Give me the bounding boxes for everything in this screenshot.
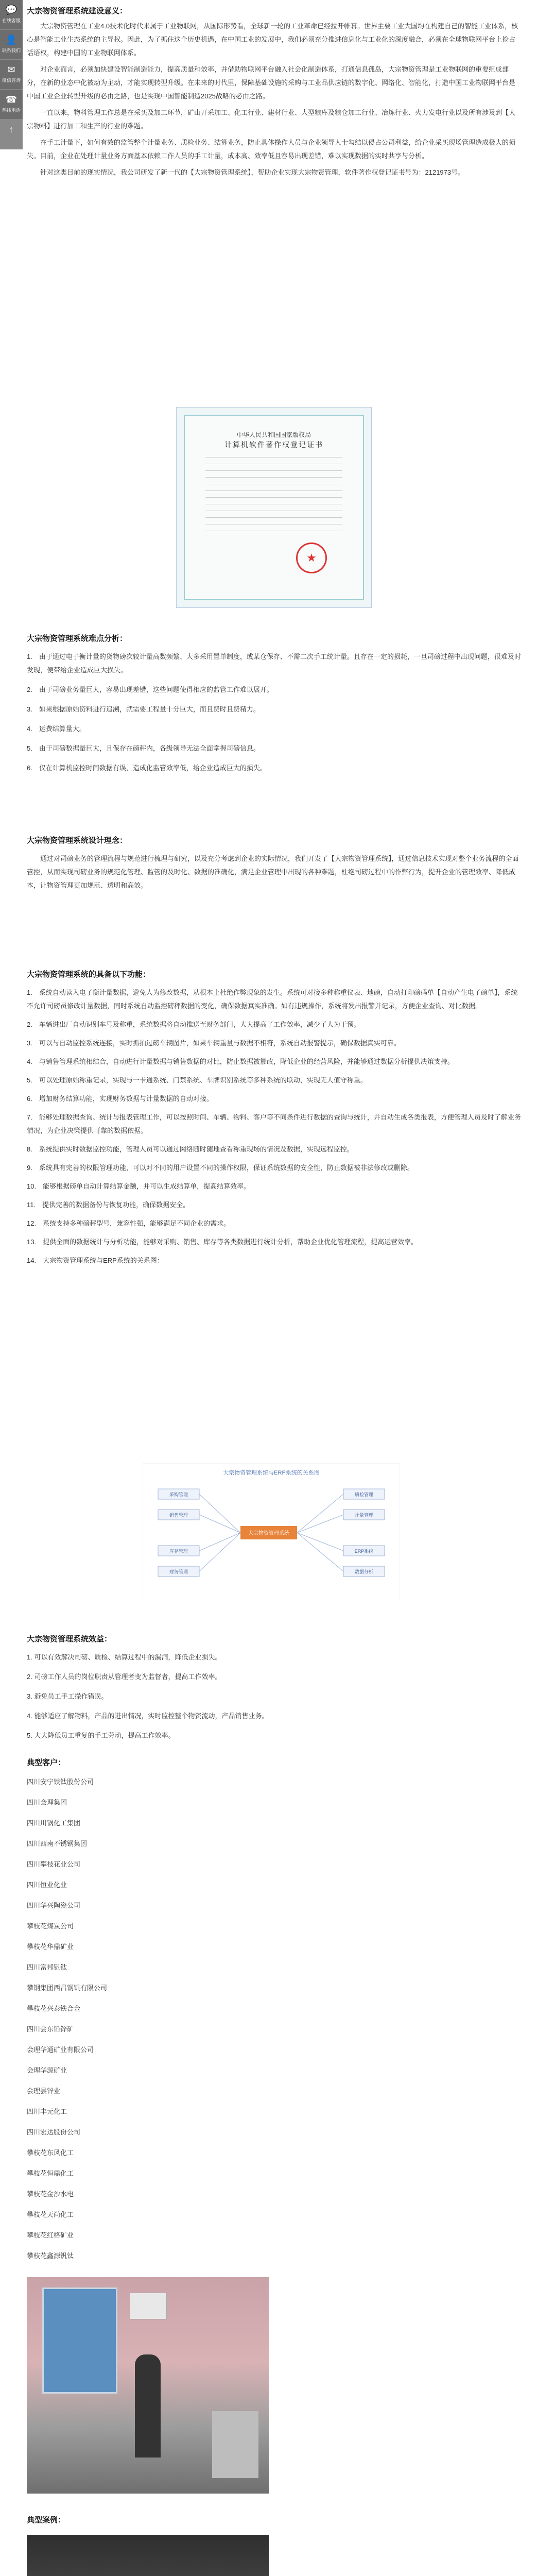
paragraph: 在手工计量下，如何有效的监管整个计量业务、质检业务、结算业务，防止具体操作人员与企业领导人士勾结以侵占公司利益，给企业采买现场管理造成极大的损失。目前，企业在处理计量业务方面基本依赖工作人员的手工计量，成本高、效率低且容易出现差错，难以实现数据的实时共享与分析。 [27,139,516,160]
chat-icon: 💬 [5,5,18,15]
meaning-body [27,20,521,179]
list-item: 四川宏达股份公司 [27,2128,81,2136]
person-silhouette [135,2354,161,2458]
list-item: 会理县锌业 [27,2087,61,2095]
section-title-pain: 大宗物资管理系统难点分析： [27,634,128,643]
benefit-list [27,1651,521,1749]
list-item: 13. 提供全面的数据统计与分析功能，能够对采购、销售、库存等各类数据进行统计分析，帮助企业优化管理流程，提高运营效率。 [27,1238,418,1246]
list-item: 1. 可以有效解决司磅、质检、结算过程中的漏洞，降低企业损失。 [27,1653,222,1661]
list-item: 会理华通矿业有限公司 [27,2046,94,2054]
diagram-node-label: 数据分析 [354,1569,374,1574]
list-item: 9. 系统具有完善的权限管理功能，可以对不同的用户设置不同的操作权限，保证系统数据的安全性，防止数据被非法修改或删除。 [27,1164,414,1172]
diagram-node-label: ERP系统 [354,1549,374,1554]
section-title-scene: 典型案例： [27,2516,66,2524]
list-item: 6. 增加财务结算功能，实现财务数据与计量数据的自动对接。 [27,1095,213,1103]
list-item: 3. 避免员工手工操作错误。 [27,1692,108,1700]
list-item: 四川丰元化工 [27,2108,67,2115]
list-item: 4. 能够适应了解物料，产品的进出情况，实时监控整个物资流动，产品销售业务。 [27,1712,269,1720]
list-item: 2. 司磅工作人员的岗位职责从管理者变为监督者，提高工作效率。 [27,1673,222,1681]
list-item: 7. 能够处理数据查询、统计与报表管理工作，可以按照时间、车辆、物料、客户等不同条件进行数据的查询与统计，并自动生成各类报表，方便管理人员及时了解业务情况，为企业决策提供可靠的数据依据。 [27,1113,521,1134]
client-list [27,1775,521,2270]
floating-toolbar [0,0,23,149]
list-item: 四川川锅化工集团 [27,1819,81,1827]
section-title-benefits: 大宗物资管理系统效益： [27,1635,112,1643]
wechat-button[interactable]: ✉ 微信咨询 [0,60,23,90]
list-item: 攀枝花金沙水电 [27,2190,74,2198]
list-item: 攀枝花鑫源钒钛 [27,2252,74,2260]
diagram-node-label: 库存管理 [169,1549,188,1554]
list-item: 四川华兴陶瓷公司 [27,1902,81,1909]
paragraph: 一直以来，物料管理工作总是在采买及加工环节，矿山开采加工、化工行业、建材行业、大型粮库及粮仓加工行业、冶炼行业、火力发电行业以及所有涉及到【大宗物料】进行加工和生产的行业的难题。 [27,109,516,130]
wechat-icon: ✉ [7,64,15,75]
certificate-lines [205,457,342,537]
list-item: 四川会东铅锌矿 [27,2025,74,2033]
list-item: 2. 由于司磅业务量巨大，容易出现差错，这些问题使得相应的监管工作难以展开。 [27,686,273,693]
diagram-node-label: 采购管理 [169,1492,188,1497]
list-item: 12. 系统支持多种磅秤型号，兼容性强，能够满足不同企业的需求。 [27,1219,231,1227]
list-item: 3. 如果根据原始资料进行追溯，就需要工程量十分巨大，而且费时且费精力。 [27,705,260,713]
list-item: 四川会理集团 [27,1799,67,1806]
list-item: 5. 由于司磅数据量巨大，且保存在磅秤内，各级领导无法全面掌握司磅信息。 [27,744,260,752]
list-item: 10. 能够根据磅单自动计算结算金额，并可以生成结算单，提高结算效率。 [27,1182,251,1190]
list-item: 5. 大大降低员工重复的手工劳动，提高工作效率。 [27,1732,175,1739]
list-item: 四川安宁铁钛股份公司 [27,1778,94,1786]
section-title-clients: 典型客户： [27,1758,66,1767]
user-icon: 👤 [5,35,18,45]
list-item: 会理华源矿业 [27,2066,67,2074]
section-title-design: 大宗物资管理系统设计理念： [27,836,128,845]
hotline-button[interactable]: ☎ 热线电话 [0,90,23,120]
list-item: 攀钢集团西昌钢钒有限公司 [27,1984,108,1992]
printed-slip-photo [27,2535,269,2576]
list-item: 3. 可以与自动监控系统连接，实时抓拍过磅车辆图片，如果车辆重量与数据不相符，系统自动报警提示，确保数据真实可靠。 [27,1039,401,1047]
paragraph: 大宗物资管理在工业4.0技术化时代来属于工业物联网，从国际形势看，全球新一轮的工业革命已经拉开帷幕。世界主要工业大国均在构建自己的智能工业体系，核心是智能工业生态系统的主导权。因此，为了抓住这个历史机遇，在中国工业的发展中，我们必须充分推进信息化与工业化的深度融合，必须在全球物联网平台上抢占话语权，构建中国的工业物联网体系。 [27,22,518,57]
kiosk-shape [212,2411,258,2478]
list-item: 攀枝花天尚化工 [27,2211,74,2218]
section-title-meaning: 大宗物资管理系统建设意义： [27,7,128,15]
diagram-node-label: 财务管理 [169,1569,188,1574]
list-item: 四川富邦钒钛 [27,1963,67,1971]
section-title-features: 大宗物资管理系统的具备以下功能： [27,970,151,979]
feature-list [27,986,521,1273]
list-item: 四川恒业化业 [27,1881,67,1889]
window-shape [42,2287,117,2394]
paragraph: 针对这类目前的现实情况，我公司研发了新一代的【大宗物资管理系统】，帮助企业实现大宗物资管理，软件著作权登记证书号为：2121973号。 [40,168,465,176]
list-item: 攀枝花兴泰铁合金 [27,2005,81,2012]
paragraph: 通过对司磅业务的管理流程与规范进行梳理与研究，以及充分考虑到企业的实际情况，我们开发了【大宗物资管理系统】，通过信息技术实现对整个业务流程的全面管控，从而实现司磅业务的规范化管理、监管的及时化、数据的准确化，满足企业管理中出现的各种难题，杜绝司磅过程中的作弊行为，提升企业的管理效率、降低成本，让物资管理更加规范、透明和高效。 [27,855,519,889]
list-item: 6. 仅在计算机监控时间数据有误，造成化监管效率低，给企业造成巨大的损失。 [27,764,267,772]
list-item: 1. 系统自动读入电子衡计量数据，避免人为修改数据，从根本上杜绝作弊现象的发生。系统可对接多种称重仪表、地磅，自动打印磅码单【自动产生电子磅单】，系统不允许司磅员修改计量数据，同时系统自动监控磅秤数据的变化，确保数据真实准确。如有违规操作，系统将发出报警并记录，方便企业查询、对比数据。 [27,989,518,1010]
list-item: 11. 提供完善的数据备份与恢复功能，确保数据安全。 [27,1201,190,1209]
design-body [27,852,521,892]
diagram-node-label: 销售管理 [169,1513,188,1518]
back-to-top-button[interactable] [0,120,23,149]
certificate-issuer: 中华人民共和国国家版权局 [236,431,311,438]
list-item: 攀枝花红格矿业 [27,2231,74,2239]
arrow-up-icon: ↑ [9,124,14,134]
diagram-node-label: 计量管理 [354,1513,374,1518]
list-item: 2. 车辆进出厂自动识别车号及称重，系统数据将自动推送至财务部门，大大提高了工作效率，减少了人为干预。 [27,1021,360,1028]
certificate-title: 计算机软件著作权登记证书 [224,440,323,449]
list-item: 攀枝花东风化工 [27,2149,74,2157]
paragraph: 对企业而言，必须加快建设智能制造能力，提高质量和效率，并借助物联网平台融入社会化制造体系，打通信息孤岛，大宗物资管理是工业物联网的重要组成部分，在新的业态中化被动为主动，才能实现转型升级。在未来的时代里，保障基础设施的采购与工业品供应链的数字化、网络化、智能化，打造中国工业物联网平台是中国工业企业转型升级的必由之路，也是实现中国智能制造2025战略的必由之路。 [27,65,516,100]
list-item: 4. 运费结算量大。 [27,725,86,733]
contact-button[interactable]: 👤 联系我们 [0,30,23,60]
phone-icon: ☎ [5,94,18,105]
list-item: 8. 系统提供实时数据监控功能，管理人员可以通过网络随时随地查看称重现场的情况及数据，实现远程监控。 [27,1145,354,1153]
list-item: 攀枝花煤炭公司 [27,1922,74,1930]
erp-relationship-diagram [143,1463,400,1602]
online-service-button[interactable]: 💬 在线客服 [0,0,23,30]
list-item: 四川西南不锈钢集团 [27,1840,88,1848]
weighbridge-photo [27,2277,269,2494]
list-item: 四川攀枝花业公司 [27,1860,81,1868]
list-item: 4. 与销售管理系统相结合，自动进行计量数据与销售数据的对比，防止数据被篡改，降低企业的经营风险，并能够通过数据分析提供决策支持。 [27,1058,454,1065]
list-item: 14. 大宗物资管理系统与ERP系统的关系图： [27,1257,164,1264]
copyright-certificate-image [176,407,372,608]
diagram-center-label: 大宗物资管理系统 [248,1531,289,1536]
red-seal-icon: ★ [296,543,327,573]
diagram-node-label: 质检管理 [354,1492,374,1497]
list-item: 攀枝花华鼎矿业 [27,1943,74,1951]
list-item: 1. 由于通过电子衡计量的货物磅次较计量高数频繁、大多采用置单制度，或某仓保存、不需二次手工统计量。且存在一定的损耗，一旦司磅过程中出现问题，很难及时发现，便带给企业造成巨大损失。 [27,653,521,674]
diagram-title: 大宗物资管理系统与ERP系统的关系图 [223,1470,320,1476]
list-item: 攀枝花恒鼎化工 [27,2170,74,2177]
list-item: 5. 可以处理原始称重记录，实现与一卡通系统、门禁系统、车牌识别系统等多种系统的联动，实现无人值守称重。 [27,1076,367,1084]
sign-shape [130,2293,167,2319]
pain-list [27,650,521,781]
